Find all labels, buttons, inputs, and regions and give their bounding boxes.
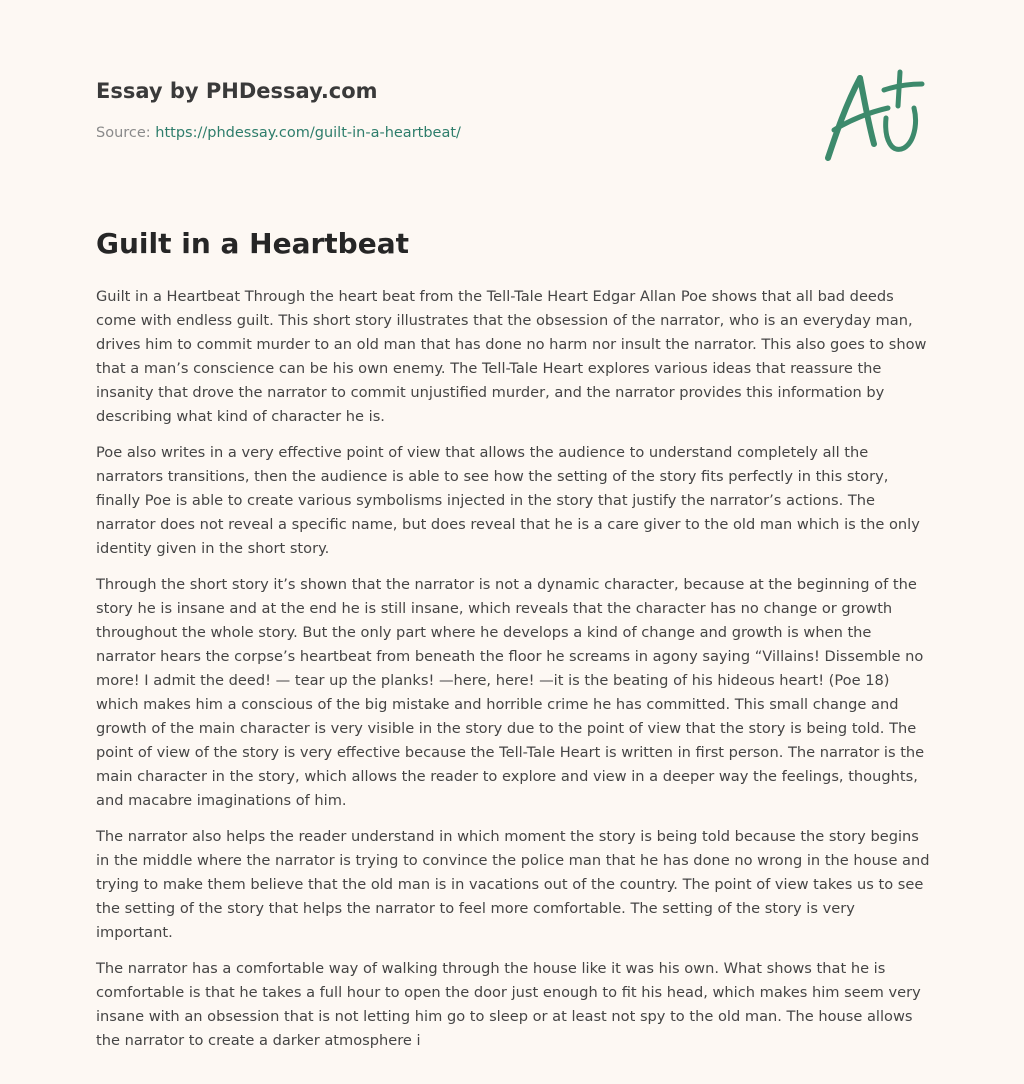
a-plus-grade-icon xyxy=(818,64,930,168)
brand-title: Essay by PHDessay.com xyxy=(96,79,378,103)
essay-body xyxy=(96,285,932,1065)
essay-title: Guilt in a Heartbeat xyxy=(96,227,409,260)
source-link[interactable]: https://phdessay.com/guilt-in-a-heartbeat/ xyxy=(155,125,461,141)
essay-paragraph: Through the short story it’s shown that the narrator is not a dynamic character, because at the beginning of the story he is insane and at the end he is still insane, which reveals that the character has no change or growth throughout the whole story. But the only part where he develops a kind of change and growth is when the narrator hears the corpse’s heartbeat from beneath the floor he screams in agony saying “Villains! Dissemble no more! I admit the deed! — tear up the planks! —here, here! —it is the beating of his hideous heart! (Poe 18) which makes him a conscious of the big mistake and horrible crime he has committed. This small change and growth of the main character is very visible in the story due to the point of view that the story is being told. The point of view of the story is very effective because the Tell-Tale Heart is written in first person. The narrator is the main character in the story, which allows the reader to explore and view in a deeper way the feelings, thoughts, and macabre imaginations of him. xyxy=(96,576,925,809)
source-label: Source: xyxy=(96,125,156,141)
essay-paragraph: The narrator also helps the reader understand in which moment the story is being told because the story begins in the middle where the narrator is trying to convince the police man that he has done no wrong in the house and trying to make them believe that the old man is in vacations out of the country. The point of view takes us to see the setting of the story that helps the narrator to feel more comfortable. The setting of the story is very important. xyxy=(96,828,930,941)
essay-paragraph: The narrator has a comfortable way of walking through the house like it was his own. What shows that he is comfortable is that he takes a full hour to open the door just enough to fit his head, which makes him seem very insane with an obsession that is not letting him go to sleep or at least not spy to the old man. The house allows the narrator to create a darker atmosphere i xyxy=(96,960,921,1049)
essay-paragraph: Poe also writes in a very effective point of view that allows the audience to understand completely all the narrators transitions, then the audience is able to see how the setting of the story fits perfectly in this story, finally Poe is able to create various symbolisms injected in the story that justify the narrator’s actions. The narrator does not reveal a specific name, but does reveal that he is a care giver to the old man which is the only identity given in the short story. xyxy=(96,444,920,557)
essay-paragraph: Guilt in a Heartbeat Through the heart beat from the Tell-Tale Heart Edgar Allan Poe shows that all bad deeds come with endless guilt. This short story illustrates that the obsession of the narrator, who is an everyday man, drives him to commit murder to an old man that has done no harm nor insult the narrator. This also goes to show that a man’s conscience can be his own enemy. The Tell-Tale Heart explores various ideas that reassure the insanity that drove the narrator to commit unjustified murder, and the narrator provides this information by describing what kind of character he is. xyxy=(96,288,927,425)
source-line xyxy=(96,123,716,143)
page-header xyxy=(96,78,716,143)
